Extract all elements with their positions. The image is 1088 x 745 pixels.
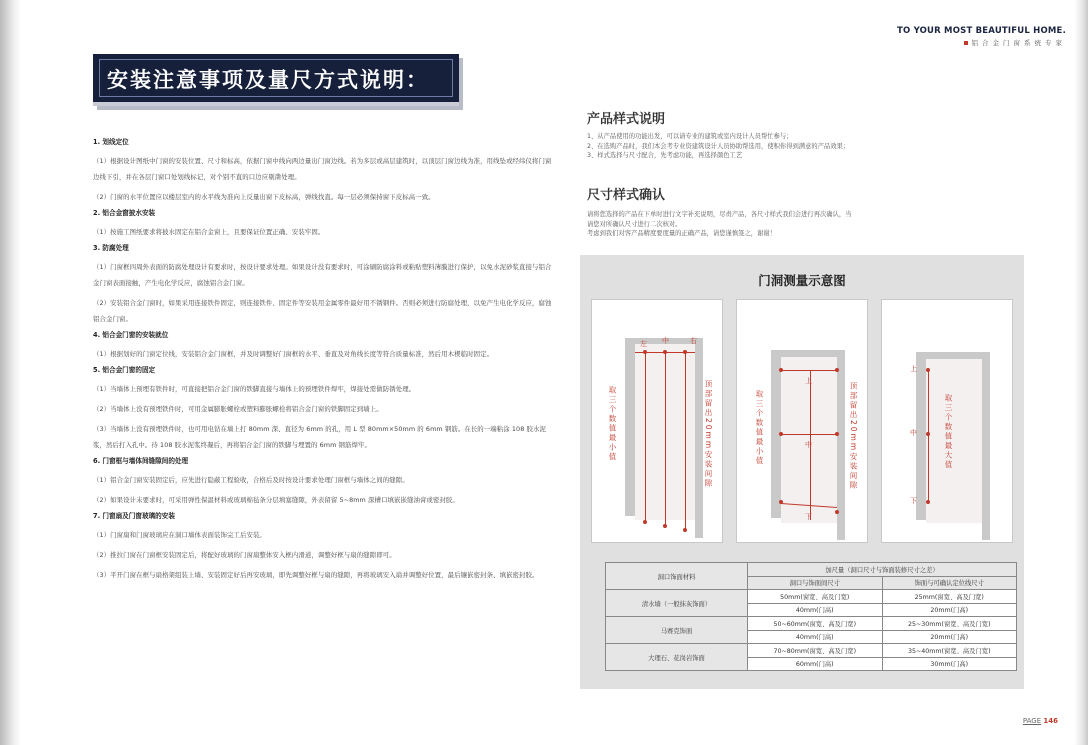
material-cell: 大理石、花岗岩饰面: [606, 644, 748, 671]
wall-left: [625, 338, 635, 516]
section-heading: 4. 铝合金门窗的安装就位: [93, 331, 169, 339]
section-2: [93, 209, 555, 240]
label-top: 上: [805, 377, 812, 385]
section-paragraph: （1）当墙体上预埋有铁件时，可直接把铝合金门窗的铁脚直接与墙体上的预埋铁件焊牢，焊接处需做防锈处理。: [93, 385, 416, 393]
door-opening: [926, 359, 982, 523]
label-middle: 中: [662, 337, 669, 345]
table-header-row: [606, 563, 1017, 577]
page-label: PAGE: [1022, 717, 1042, 725]
measure-point: [643, 520, 647, 524]
measure-point: [835, 510, 839, 514]
label-bottom: 下: [805, 513, 812, 521]
value-cell: 70~80mm(窗宽、高及门宽): [748, 644, 883, 658]
value-cell: 50~60mm(窗宽、高及门宽): [748, 617, 883, 631]
section-6: [93, 457, 555, 508]
section-heading: 7. 门窗扇及门窗玻璃的安装: [93, 512, 175, 520]
size-adjust-table: [605, 562, 1017, 671]
wall-right: [695, 338, 703, 538]
measure-point: [683, 528, 687, 532]
table-row: [606, 617, 1017, 631]
value-cell: 25~30mm(窗宽、高及门宽): [882, 617, 1017, 631]
measure-point: [643, 350, 647, 354]
measure-point: [835, 432, 839, 436]
section-1: [93, 138, 555, 205]
section-heading: 6. 门窗框与墙体间缝隙间的处理: [93, 457, 189, 465]
page-title: 安装注意事项及量尺方式说明：: [107, 67, 429, 92]
table-row: [606, 590, 1017, 604]
section-5: [93, 366, 555, 453]
brand-header: [897, 26, 1066, 47]
measure-point: [779, 432, 783, 436]
header-material: 洞口饰面材料: [606, 563, 748, 590]
measure-line-top: [781, 370, 837, 371]
note-gap: 顶部留出20mm安装间隙: [704, 380, 713, 489]
section-paragraph: （1）根据划好的门窗定位线，安装铝合金门窗框，并及时调整好门窗框的水平、垂直及对角线长度等符合质量标准，然后用木楔临时固定。: [93, 350, 494, 358]
section-paragraph: （1）铝合金门窗安装固定后，应先进行隐蔽工程验收，合格后及时按设计要求处理门窗框与墙体之间的缝隙。: [93, 476, 409, 484]
section-paragraph: （2）安装铝合金门窗时，如果采用连接铁件固定，则连接铁件、固定件等安装用金属零件最好用不锈钢件。否则必须进行防腐处理，以免产生电化学反应，腐蚀铝合金门窗。: [93, 299, 552, 323]
section-3: [93, 244, 555, 327]
brand-subtitle-text: 铝合金门窗系统专家: [971, 39, 1066, 47]
value-cell: 20mm(门高): [882, 630, 1017, 644]
measure-point: [663, 350, 667, 354]
note-min-value: 取三个数值最小值: [608, 386, 617, 462]
section-heading: 1. 划线定位: [93, 138, 129, 146]
label-middle: 中: [805, 441, 812, 449]
value-cell: 35~40mm(窗宽、高及门宽): [882, 644, 1017, 658]
wall-top: [771, 350, 839, 357]
table-row: [606, 644, 1017, 658]
size-confirm-text: [587, 210, 1023, 239]
value-cell: 60mm(门高): [748, 657, 883, 671]
section-paragraph: （2）当墙体上没有预埋铁件时，可用金属膨胀螺栓或塑料膨胀螺栓将铝合金门窗的铁脚固定到墙上。: [93, 405, 383, 413]
note-gap: 顶部留出20mm安装间隙: [849, 382, 858, 491]
page-spine-right: [1074, 0, 1088, 745]
diagram-title: 门洞测量示意图: [758, 273, 846, 288]
measure-point: [779, 500, 783, 504]
section-paragraph: （2）门窗的水平位置应以楼层室内的水平线为准向上反量出窗下皮标高，弹线找直。每一层必须保持窗下皮标高一致。: [93, 193, 435, 201]
value-cell: 30mm(门高): [882, 657, 1017, 671]
section-4: [93, 331, 555, 362]
installation-notes: [93, 138, 555, 587]
section-paragraph: （3）平开门窗在框与扇格架组装上墙、安装固定好后再安玻璃，即先调整好框与扇的缝隙，再将玻璃安入扇并调整好位置，最后镶嵌密封条、填嵌密封胶。: [93, 571, 539, 579]
section-paragraph: （1）门窗扇和门窗玻璃应在洞口墙体表面装饰完工后安装。: [93, 531, 266, 539]
product-style-heading: 产品样式说明: [587, 112, 666, 127]
section-7: [93, 512, 555, 583]
product-line: 1、从产品使用的功能出发，可以请专业的建筑或室内设计人员帮忙参与；: [587, 133, 793, 140]
size-confirm-heading: 尺寸样式确认: [587, 188, 666, 203]
note-min-value: 取三个数值最小值: [755, 390, 764, 466]
header-sub2: 饰面与可确认定位线尺寸: [882, 576, 1017, 590]
measure-line-middle: [781, 434, 837, 435]
label-top: 上: [910, 365, 917, 373]
brand-slogan: TO YOUR MOST BEAUTIFUL HOME.: [896, 26, 1066, 36]
wall-left: [916, 354, 926, 520]
size-line: 考虑到我们对客产品精度要度量的正确产品，请您谨慎签之，谢谢！: [587, 230, 776, 237]
label-bottom: 下: [910, 497, 917, 505]
brand-subtitle: [897, 38, 1066, 47]
measure-point: [779, 368, 783, 372]
measure-point: [926, 368, 930, 372]
section-paragraph: （1）根据设计图纸中门窗的安装位置、尺寸和标高，依据门窗中线向两边量出门窗边线。若为多层或高层建筑时，以顶层门窗边线为准，用线坠或经纬仪将门窗边线下引，并在各层门窗口处划线标记，对个别不直的口边应剔凿处理。: [93, 157, 552, 181]
value-cell: 50mm(窗宽、高及门宽): [748, 590, 883, 604]
value-cell: 40mm(门高): [748, 630, 883, 644]
measure-point: [663, 524, 667, 528]
value-cell: 40mm(门高): [748, 603, 883, 617]
label-right: 右: [690, 337, 697, 345]
page-number: [1023, 717, 1058, 725]
wall-top: [916, 352, 984, 359]
material-cell: 清水墙（一般抹灰饰面）: [606, 590, 748, 617]
product-line: 3、样式选择与尺寸配合，先考虑功能，再选择颜色工艺: [587, 152, 743, 159]
section-paragraph: （2）如果设计未要求时，可采用弹性保温材料或玻璃棉毡条分层填塞缝隙，外表留留 5~8mm 深槽口填嵌嵌缝油膏或密封胶。: [93, 496, 459, 504]
measure-line-right: [685, 352, 686, 532]
header-span: 加尺量（洞口尺寸与饰面装修尺寸之差）: [748, 563, 1017, 577]
brand-dot-icon: [964, 41, 968, 45]
value-cell: 25mm(窗宽、高及门宽): [882, 590, 1017, 604]
section-heading: 2. 铝合金窗披水安装: [93, 209, 156, 217]
section-paragraph: （3）当墙体上没有预埋铁件时，也可用电钻在墙上打 80mm 深、直径为 6mm 的孔，用 L 型 80mm×50mm 的 6mm 钢筋。在长的一端粘涂 108 胶水泥浆，然后打入孔中。待 108 胶水泥浆终凝后，再将铝合金门窗的铁脚与埋置的 6mm 钢筋焊牢。: [93, 425, 546, 449]
size-line: 请您对所确认尺寸进行二次核对。: [587, 220, 682, 228]
product-style-text: [587, 132, 1023, 161]
section-paragraph: （2）推拉门窗在门窗框安装固定后，将配好玻璃的门窗扇整体安入框内滑道，调整好框与扇的缝隙即可。: [93, 551, 396, 559]
page-spine-left: [1, 0, 21, 745]
door-diagram-max: [881, 299, 1013, 543]
section-heading: 3. 防腐处理: [93, 244, 129, 252]
value-cell: 20mm(门高): [882, 603, 1017, 617]
measure-point: [926, 500, 930, 504]
header-sub1: 洞口与饰面间尺寸: [748, 576, 883, 590]
measure-line-middle: [665, 352, 666, 528]
section-paragraph: （1）按施工图纸要求将披水固定在铝合金窗上，且要保证位置正确、安装牢固。: [93, 228, 325, 236]
measure-line-left: [645, 352, 646, 522]
label-left: 左: [640, 340, 647, 348]
measure-point: [683, 350, 687, 354]
size-line: 请将您选择的产品在下单时进行文字补充说明，尽责产品，各尺寸样式我们会进行再次确认，当: [587, 211, 852, 218]
product-line: 2、在选购产品时，我们本会考专业资建筑设计人员协助帮选用，使积你得到满意的产品效果；: [587, 142, 850, 150]
section-paragraph: （1）门窗框四周外表面的防腐处理设计有要求时，按设计要求处理。如果设计没有要求时，可涂刷防腐涂料或粘贴塑料薄膜进行保护，以免水泥砂浆直接与铝合金门窗表面接触，产生电化学反应，腐蚀铝合金门窗。: [93, 263, 552, 287]
section-heading: 5. 铝合金门窗的固定: [93, 366, 156, 374]
measure-point: [926, 432, 930, 436]
page-number-value: 146: [1043, 717, 1058, 725]
door-diagram-height: [736, 299, 868, 543]
measure-line-left: [928, 370, 929, 502]
wall-right: [982, 352, 990, 540]
note-max-value: 取三个数值最大值: [944, 394, 953, 470]
measure-point: [835, 368, 839, 372]
door-diagram-width: [591, 299, 723, 543]
label-middle: 中: [910, 429, 917, 437]
material-cell: 马赛克饰面: [606, 617, 748, 644]
title-banner: [93, 54, 459, 106]
